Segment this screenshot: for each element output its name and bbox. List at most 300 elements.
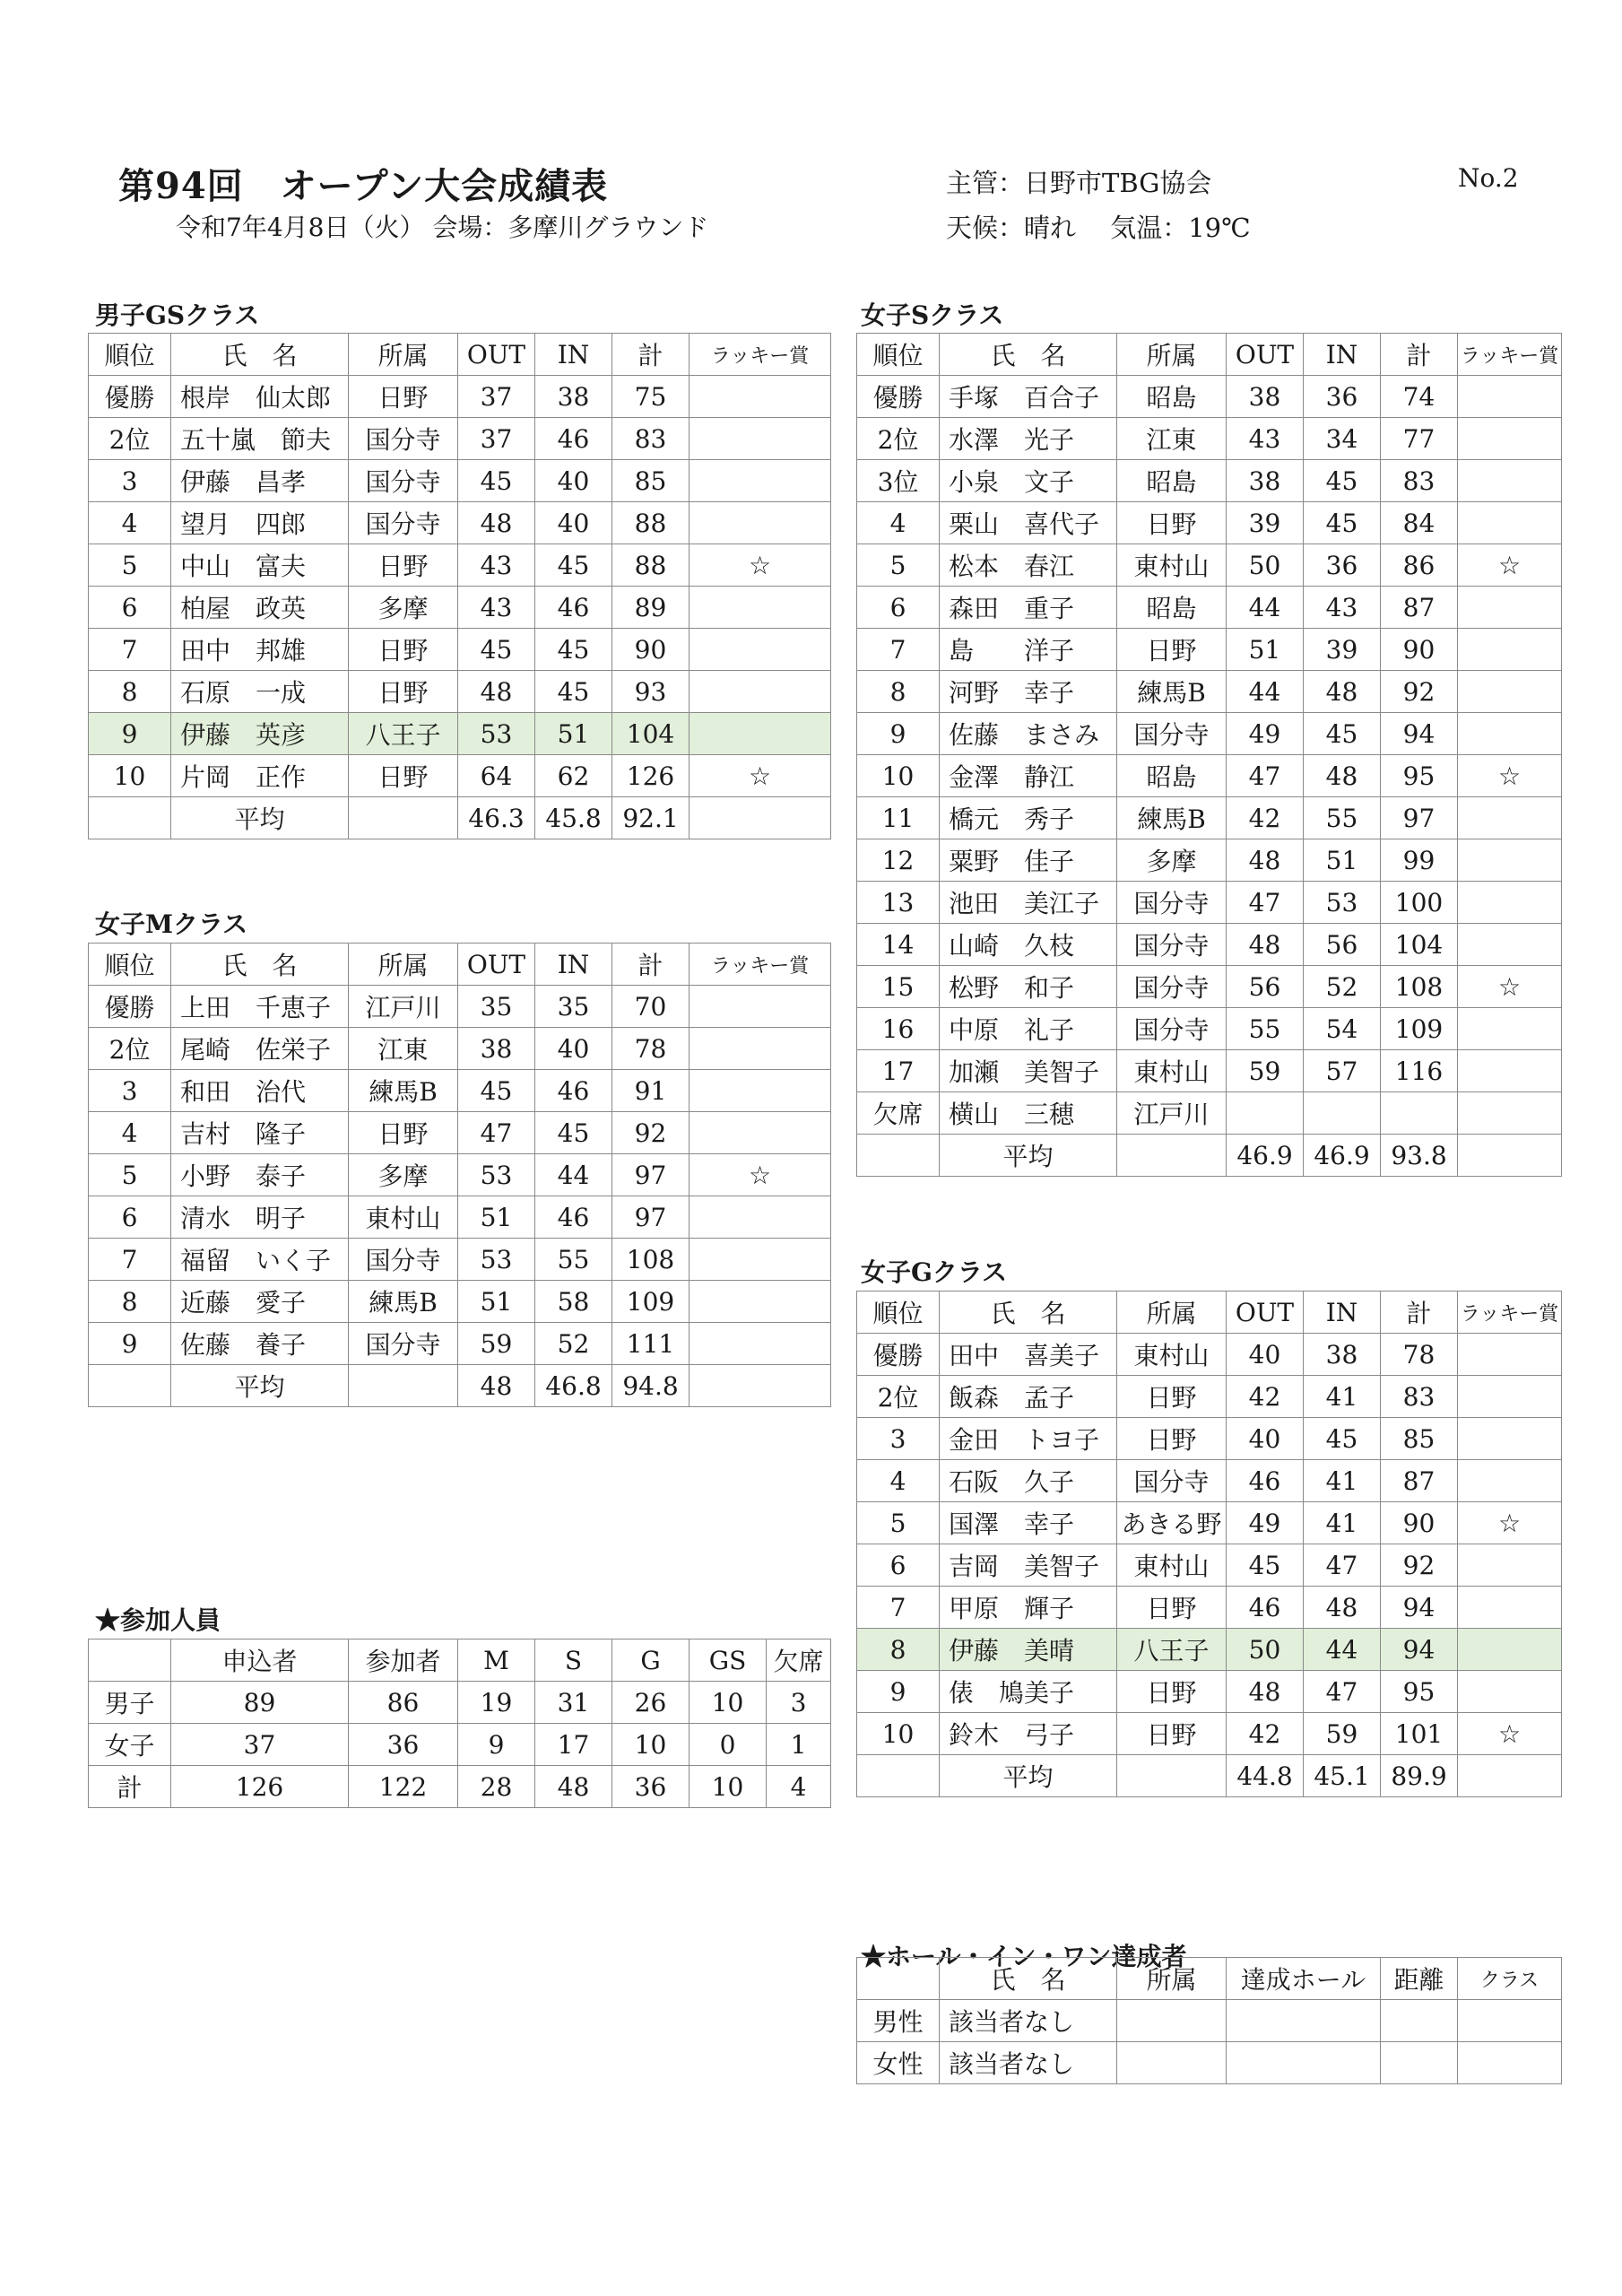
table-row: [857, 966, 1562, 1008]
cell-club: 昭島: [1117, 755, 1227, 797]
cell-rank: 2位: [857, 418, 940, 460]
cell-total: 99: [1381, 839, 1458, 882]
cell-club: 江戸川: [349, 986, 458, 1028]
header-row: [857, 1958, 1562, 2000]
table-row: [89, 1724, 831, 1766]
cell-in: 45: [535, 671, 612, 713]
table-row: [857, 755, 1562, 797]
cell-lucky: [1458, 1460, 1562, 1502]
cell-out: 51: [458, 1196, 535, 1239]
average-cell-out: 46.9: [1227, 1135, 1304, 1177]
cell-lucky: [690, 986, 831, 1028]
cell-in: 58: [535, 1281, 612, 1323]
cell-out: 53: [458, 1154, 535, 1196]
cell-total: 89: [612, 587, 690, 629]
cell-total: [1381, 1092, 1458, 1135]
cell-rank: 14: [857, 924, 940, 966]
cell-in: 56: [1304, 924, 1381, 966]
hio-cell: 該当者なし: [940, 2042, 1117, 2084]
participants-cell: 26: [612, 1682, 690, 1724]
cell-out: 37: [458, 418, 535, 460]
table-row: [89, 376, 831, 418]
cell-rank: 11: [857, 797, 940, 839]
cell-club: 多摩: [349, 1154, 458, 1196]
hole-in-one-table: [856, 1957, 1562, 2084]
table-row: [89, 418, 831, 460]
cell-club: 昭島: [1117, 587, 1227, 629]
page-number: No.2: [1458, 163, 1519, 193]
cell-rank: 12: [857, 839, 940, 882]
cell-club: 練馬B: [1117, 797, 1227, 839]
cell-in: 52: [535, 1323, 612, 1365]
cell-name: 福留 いく子: [171, 1239, 349, 1281]
cell-out: 43: [458, 587, 535, 629]
cell-rank: 13: [857, 882, 940, 924]
column-header-club: 所属: [349, 334, 458, 376]
participants-cell: 86: [349, 1682, 458, 1724]
hio-cell: [1227, 2042, 1381, 2084]
cell-total: 84: [1381, 502, 1458, 544]
section-label-women-s: 女子Sクラス: [861, 300, 1004, 330]
cell-rank: 10: [857, 1713, 940, 1755]
header-row: [89, 1639, 831, 1682]
cell-out: 64: [458, 755, 535, 797]
cell-total: 90: [1381, 1502, 1458, 1544]
cell-lucky: ☆: [690, 544, 831, 587]
cell-name: 石原 一成: [171, 671, 349, 713]
cell-club: 東村山: [1117, 1334, 1227, 1376]
hio-cell: 男性: [857, 2000, 940, 2042]
cell-rank: 3: [857, 1418, 940, 1460]
cell-out: 49: [1227, 713, 1304, 755]
cell-out: 37: [458, 376, 535, 418]
cell-in: 47: [1304, 1544, 1381, 1587]
table-row: [857, 1376, 1562, 1418]
cell-lucky: [1458, 1092, 1562, 1135]
average-cell-total: 93.8: [1381, 1135, 1458, 1177]
table-row: [89, 1239, 831, 1281]
participants-cell: 男子: [89, 1682, 171, 1724]
table-row: [857, 1334, 1562, 1376]
cell-club: 国分寺: [1117, 966, 1227, 1008]
cell-rank: 2位: [89, 1028, 171, 1070]
hio-cell: [1458, 2000, 1562, 2042]
cell-out: 38: [1227, 376, 1304, 418]
table-row: [89, 1028, 831, 1070]
cell-total: 88: [612, 544, 690, 587]
cell-rank: 17: [857, 1050, 940, 1092]
table-row: [89, 986, 831, 1028]
participants-cell: 36: [349, 1724, 458, 1766]
cell-rank: 優勝: [89, 376, 171, 418]
cell-total: 97: [612, 1154, 690, 1196]
women-g-table: [856, 1291, 1562, 1797]
cell-total: 108: [612, 1239, 690, 1281]
participants-cell: 37: [171, 1724, 349, 1766]
participants-cell: 1: [767, 1724, 831, 1766]
average-cell-club: [1117, 1135, 1227, 1177]
cell-club: 江戸川: [1117, 1092, 1227, 1135]
cell-name: 俵 鳩美子: [940, 1671, 1117, 1713]
cell-in: 51: [1304, 839, 1381, 882]
column-header-out: OUT: [1227, 1292, 1304, 1334]
hio-cell: [1381, 2000, 1458, 2042]
cell-club: 国分寺: [1117, 882, 1227, 924]
cell-total: 88: [612, 502, 690, 544]
cell-in: 36: [1304, 376, 1381, 418]
cell-total: 111: [612, 1323, 690, 1365]
hio-header: 氏 名: [940, 1958, 1117, 2000]
table-row: [857, 2000, 1562, 2042]
cell-lucky: [690, 1028, 831, 1070]
cell-lucky: [1458, 1376, 1562, 1418]
column-header-lucky: ラッキー賞: [1458, 1292, 1562, 1334]
section-label-hole-in-one: ★ホール・イン・ワン達成者: [861, 1942, 1187, 1971]
hio-cell: [1458, 2042, 1562, 2084]
table-row: [857, 1587, 1562, 1629]
cell-total: 94: [1381, 1587, 1458, 1629]
cell-out: 48: [458, 502, 535, 544]
cell-out: 53: [458, 713, 535, 755]
cell-club: 国分寺: [1117, 1008, 1227, 1050]
cell-rank: 3: [89, 1070, 171, 1112]
cell-rank: 3: [89, 460, 171, 502]
cell-name: 金澤 静江: [940, 755, 1117, 797]
section-label-participants: ★参加人員: [95, 1605, 221, 1635]
cell-rank: 4: [89, 1112, 171, 1154]
cell-name: 片岡 正作: [171, 755, 349, 797]
weather: 天候：晴れ 気温：19℃: [946, 213, 1251, 243]
cell-lucky: [690, 1323, 831, 1365]
table-row: [857, 418, 1562, 460]
cell-total: 87: [1381, 1460, 1458, 1502]
header-row: [89, 334, 831, 376]
date-venue: 令和7年4月8日（火） 会場：多摩川グラウンド: [176, 213, 709, 242]
cell-in: 45: [1304, 713, 1381, 755]
cell-total: 104: [1381, 924, 1458, 966]
table-row: [857, 671, 1562, 713]
cell-total: 116: [1381, 1050, 1458, 1092]
average-cell-lucky: [1458, 1135, 1562, 1177]
cell-out: 48: [1227, 839, 1304, 882]
cell-lucky: [1458, 671, 1562, 713]
table-row: [89, 1323, 831, 1365]
cell-lucky: [690, 1112, 831, 1154]
cell-total: 87: [1381, 587, 1458, 629]
cell-lucky: ☆: [1458, 1502, 1562, 1544]
section-label-men-gs: 男子GSクラス: [95, 300, 260, 330]
cell-in: 41: [1304, 1502, 1381, 1544]
cell-name: 伊藤 英彦: [171, 713, 349, 755]
cell-rank: 16: [857, 1008, 940, 1050]
cell-in: 41: [1304, 1376, 1381, 1418]
cell-name: 河野 幸子: [940, 671, 1117, 713]
cell-total: 74: [1381, 376, 1458, 418]
participants-cell: 48: [535, 1766, 612, 1808]
table-row: [89, 1281, 831, 1323]
cell-name: 石阪 久子: [940, 1460, 1117, 1502]
column-header-total: 計: [1381, 334, 1458, 376]
average-cell-club: [349, 1365, 458, 1407]
cell-out: 48: [1227, 924, 1304, 966]
cell-rank: 5: [857, 1502, 940, 1544]
cell-club: 日野: [1117, 1587, 1227, 1629]
cell-out: 43: [458, 544, 535, 587]
cell-out: 50: [1227, 544, 1304, 587]
cell-in: 55: [535, 1239, 612, 1281]
hio-header: [857, 1958, 940, 2000]
cell-rank: 6: [89, 1196, 171, 1239]
cell-total: 78: [1381, 1334, 1458, 1376]
column-header-in: IN: [1304, 1292, 1381, 1334]
average-cell-in: 45.8: [535, 797, 612, 839]
hio-cell: [1117, 2042, 1227, 2084]
cell-in: 35: [535, 986, 612, 1028]
cell-lucky: [1458, 418, 1562, 460]
column-header-out: OUT: [458, 334, 535, 376]
hio-cell: [1381, 2042, 1458, 2084]
cell-in: 46: [535, 1070, 612, 1112]
table-row: [857, 376, 1562, 418]
cell-club: 日野: [1117, 1418, 1227, 1460]
cell-name: 手塚 百合子: [940, 376, 1117, 418]
cell-rank: 欠席: [857, 1092, 940, 1135]
cell-lucky: [690, 1281, 831, 1323]
cell-name: 吉岡 美智子: [940, 1544, 1117, 1587]
cell-name: 伊藤 美晴: [940, 1629, 1117, 1671]
cell-club: 国分寺: [349, 1323, 458, 1365]
cell-name: 松本 春江: [940, 544, 1117, 587]
cell-total: 77: [1381, 418, 1458, 460]
cell-club: 日野: [349, 671, 458, 713]
cell-rank: 2位: [857, 1376, 940, 1418]
cell-total: 97: [1381, 797, 1458, 839]
participants-cell: 0: [690, 1724, 767, 1766]
section-label-women-g: 女子Gクラス: [861, 1257, 1008, 1287]
cell-in: 45: [1304, 1418, 1381, 1460]
table-row: [857, 2042, 1562, 2084]
cell-name: 橋元 秀子: [940, 797, 1117, 839]
cell-in: 40: [535, 460, 612, 502]
cell-lucky: [690, 671, 831, 713]
cell-club: 練馬B: [349, 1070, 458, 1112]
cell-club: 八王子: [349, 713, 458, 755]
table-row: [89, 671, 831, 713]
cell-out: 59: [458, 1323, 535, 1365]
cell-lucky: ☆: [1458, 966, 1562, 1008]
cell-lucky: [690, 1239, 831, 1281]
cell-lucky: [1458, 376, 1562, 418]
cell-rank: 9: [857, 1671, 940, 1713]
cell-out: 38: [458, 1028, 535, 1070]
table-row: [89, 502, 831, 544]
cell-in: 45: [1304, 502, 1381, 544]
table-row: [857, 460, 1562, 502]
cell-lucky: [690, 418, 831, 460]
average-row: [89, 1365, 831, 1407]
table-row: [89, 713, 831, 755]
cell-club: 東村山: [1117, 544, 1227, 587]
cell-club: 日野: [1117, 502, 1227, 544]
participants-cell: 122: [349, 1766, 458, 1808]
cell-rank: 10: [89, 755, 171, 797]
cell-in: 45: [1304, 460, 1381, 502]
cell-name: 上田 千恵子: [171, 986, 349, 1028]
cell-in: 48: [1304, 671, 1381, 713]
cell-club: 日野: [1117, 1713, 1227, 1755]
cell-name: 鈴木 弓子: [940, 1713, 1117, 1755]
cell-in: 46: [535, 587, 612, 629]
cell-rank: 9: [89, 713, 171, 755]
participants-cell: 女子: [89, 1724, 171, 1766]
participants-header: 欠席: [767, 1639, 831, 1682]
table-row: [857, 1544, 1562, 1587]
cell-club: 日野: [1117, 1376, 1227, 1418]
cell-lucky: [1458, 713, 1562, 755]
cell-rank: 8: [89, 671, 171, 713]
table-row: [89, 587, 831, 629]
cell-club: 日野: [349, 544, 458, 587]
cell-out: 51: [458, 1281, 535, 1323]
table-row: [857, 587, 1562, 629]
cell-total: 109: [1381, 1008, 1458, 1050]
table-row: [857, 1629, 1562, 1671]
section-label-women-m: 女子Mクラス: [95, 909, 248, 939]
table-row: [89, 544, 831, 587]
cell-total: 109: [612, 1281, 690, 1323]
column-header-in: IN: [1304, 334, 1381, 376]
cell-out: 39: [1227, 502, 1304, 544]
cell-out: 47: [1227, 882, 1304, 924]
cell-rank: 8: [89, 1281, 171, 1323]
column-header-club: 所属: [1117, 334, 1227, 376]
cell-in: 45: [535, 544, 612, 587]
average-row: [857, 1755, 1562, 1797]
column-header-name: 氏 名: [940, 334, 1117, 376]
cell-lucky: [690, 629, 831, 671]
cell-name: 尾崎 佐栄子: [171, 1028, 349, 1070]
cell-out: 47: [458, 1112, 535, 1154]
table-row: [857, 544, 1562, 587]
cell-lucky: ☆: [1458, 1713, 1562, 1755]
cell-rank: 6: [857, 587, 940, 629]
cell-in: 59: [1304, 1713, 1381, 1755]
column-header-club: 所属: [1117, 1292, 1227, 1334]
hio-header: クラス: [1458, 1958, 1562, 2000]
cell-lucky: [1458, 1629, 1562, 1671]
participants-cell: 9: [458, 1724, 535, 1766]
cell-total: 101: [1381, 1713, 1458, 1755]
cell-total: 90: [1381, 629, 1458, 671]
cell-in: 47: [1304, 1671, 1381, 1713]
cell-out: 43: [1227, 418, 1304, 460]
cell-in: 55: [1304, 797, 1381, 839]
hio-header: 達成ホール: [1227, 1958, 1381, 2000]
column-header-total: 計: [612, 334, 690, 376]
table-row: [857, 1460, 1562, 1502]
table-row: [89, 1682, 831, 1724]
cell-lucky: ☆: [690, 755, 831, 797]
cell-lucky: [690, 1196, 831, 1239]
cell-rank: 8: [857, 671, 940, 713]
average-row: [857, 1135, 1562, 1177]
column-header-rank: 順位: [89, 944, 171, 986]
table-row: [857, 1008, 1562, 1050]
cell-out: 56: [1227, 966, 1304, 1008]
cell-lucky: [690, 713, 831, 755]
cell-in: 46: [535, 1196, 612, 1239]
cell-lucky: [1458, 629, 1562, 671]
cell-out: 49: [1227, 1502, 1304, 1544]
table-row: [857, 1713, 1562, 1755]
column-header-total: 計: [1381, 1292, 1458, 1334]
table-row: [857, 882, 1562, 924]
cell-total: 90: [612, 629, 690, 671]
participants-cell: 31: [535, 1682, 612, 1724]
column-header-name: 氏 名: [940, 1292, 1117, 1334]
table-row: [857, 924, 1562, 966]
cell-club: 国分寺: [349, 418, 458, 460]
cell-club: 昭島: [1117, 376, 1227, 418]
men-gs-table: [88, 333, 831, 839]
cell-club: 東村山: [349, 1196, 458, 1239]
cell-total: 78: [612, 1028, 690, 1070]
cell-in: 40: [535, 502, 612, 544]
cell-club: 日野: [349, 1112, 458, 1154]
cell-lucky: [1458, 839, 1562, 882]
cell-name: 金田 トヨ子: [940, 1418, 1117, 1460]
cell-in: 48: [1304, 1587, 1381, 1629]
cell-total: 97: [612, 1196, 690, 1239]
cell-club: 東村山: [1117, 1544, 1227, 1587]
cell-in: 38: [535, 376, 612, 418]
cell-club: 東村山: [1117, 1050, 1227, 1092]
cell-club: 国分寺: [349, 502, 458, 544]
cell-rank: 5: [857, 544, 940, 587]
cell-out: 59: [1227, 1050, 1304, 1092]
cell-rank: 4: [857, 502, 940, 544]
cell-name: 望月 四郎: [171, 502, 349, 544]
cell-name: 横山 三穂: [940, 1092, 1117, 1135]
table-row: [857, 713, 1562, 755]
cell-total: 85: [612, 460, 690, 502]
participants-cell: 89: [171, 1682, 349, 1724]
cell-name: 五十嵐 節夫: [171, 418, 349, 460]
column-header-lucky: ラッキー賞: [690, 334, 831, 376]
cell-in: 44: [1304, 1629, 1381, 1671]
cell-name: 甲原 輝子: [940, 1587, 1117, 1629]
average-cell-out: 46.3: [458, 797, 535, 839]
cell-rank: 9: [89, 1323, 171, 1365]
cell-total: 95: [1381, 755, 1458, 797]
header-row: [857, 1292, 1562, 1334]
cell-name: 佐藤 まさみ: [940, 713, 1117, 755]
cell-total: 83: [612, 418, 690, 460]
cell-out: 47: [1227, 755, 1304, 797]
cell-lucky: [1458, 460, 1562, 502]
cell-total: 100: [1381, 882, 1458, 924]
cell-out: 40: [1227, 1334, 1304, 1376]
cell-club: 国分寺: [1117, 924, 1227, 966]
column-header-in: IN: [535, 944, 612, 986]
cell-out: 50: [1227, 1629, 1304, 1671]
hio-header: 距離: [1381, 1958, 1458, 2000]
cell-name: 田中 邦雄: [171, 629, 349, 671]
cell-rank: 15: [857, 966, 940, 1008]
cell-lucky: [1458, 502, 1562, 544]
table-row: [857, 1418, 1562, 1460]
cell-name: 池田 美江子: [940, 882, 1117, 924]
